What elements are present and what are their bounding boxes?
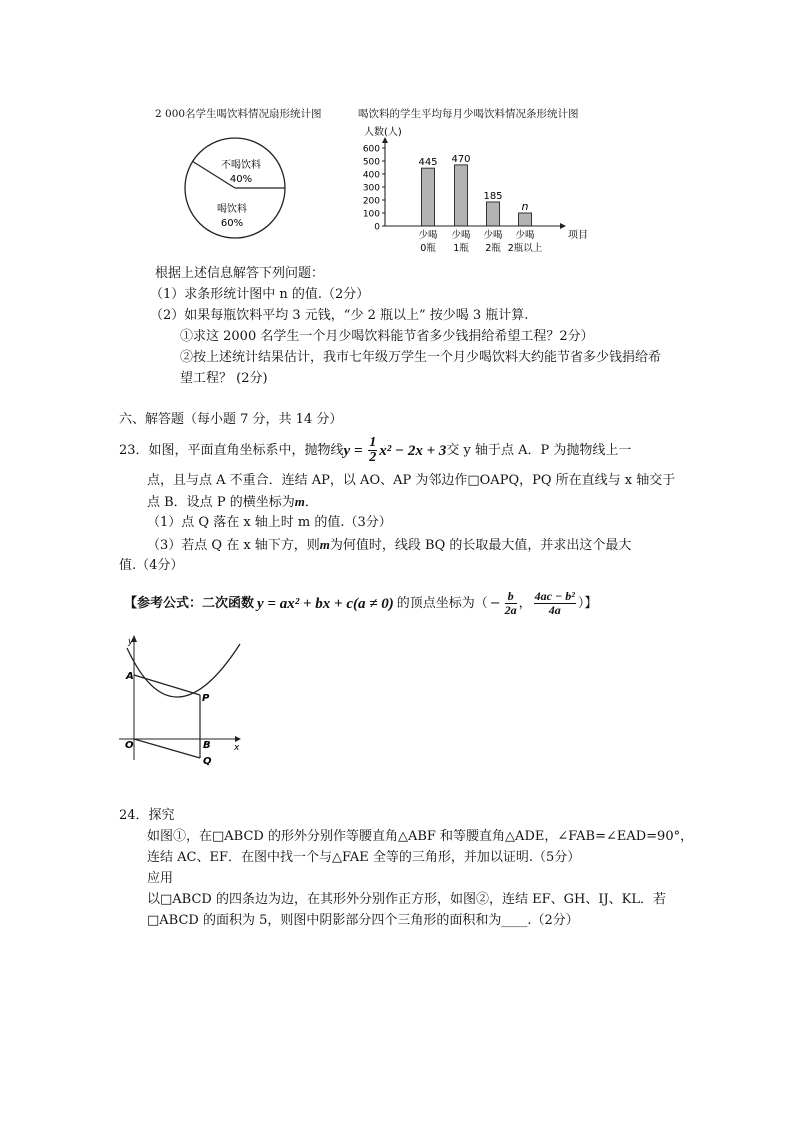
- q23-part1: （1）点 Q 落在 x 轴上时 m 的值.（3分）: [147, 515, 392, 530]
- bar-category-label-1-line2: 1瓶: [453, 243, 469, 254]
- q24-line4: 以□ABCD 的四条边为边，在其形外分别作正方形，如图②，连结 EF、GH、IJ、KL．若: [147, 892, 667, 907]
- q23-eq-fraction-den: 2: [369, 450, 377, 465]
- formula-open: 【参考公式：二次函数: [124, 595, 255, 611]
- bar-1: [455, 165, 468, 226]
- q23-line3-tail: ．: [304, 495, 318, 510]
- q24-heading: 24．探究: [119, 808, 175, 823]
- q23-eq-fraction-num: 1: [369, 435, 377, 450]
- q23-line1-tail: 交 y 轴于点 A．P 为抛物线上一: [446, 442, 632, 458]
- pie-slice-percent-drink: 60%: [220, 218, 244, 229]
- q24-line5: □ABCD 的面积为 5，则图中阴影部分四个三角形的面积和为____.（2分）: [147, 913, 579, 928]
- pie-slice-percent-no-drink: 40%: [229, 174, 253, 185]
- bar-y-tick-label: 300: [362, 183, 380, 194]
- q23-line1: [119, 436, 631, 465]
- bar-data-label-2: 185: [483, 190, 503, 202]
- bar-category-label-0-line2: 0瓶: [420, 243, 436, 254]
- bar-category-label-3-line2: 2瓶以上: [507, 243, 543, 254]
- bar-y-tick-label: 0: [374, 222, 380, 233]
- point-O-label: O: [125, 740, 134, 751]
- section-6-heading: 六、解答题（每小题 7 分，共 14 分）: [119, 412, 343, 427]
- q23-eq-fraction: [368, 436, 377, 465]
- q22-part2: （2）如果每瓶饮料平均 3 元钱，“少 2 瓶以上” 按少喝 3 瓶计算.: [150, 308, 529, 323]
- bar-data-label-3: n: [521, 200, 529, 213]
- q23-line2: 点，且与点 A 不重合．连结 AP，以 AO、AP 为邻边作□OAPQ，PQ 所在直线与 x 轴交于: [147, 473, 676, 488]
- graph-y-label: y: [128, 637, 134, 647]
- graph-x-arrow: [235, 736, 241, 742]
- q22-part1: （1）求条形统计图中 n 的值.（2分）: [150, 287, 370, 302]
- q22-part2b-line2: 望工程？ (2分): [180, 371, 268, 386]
- formula-sep: ，: [518, 595, 532, 611]
- q23-part3-lead: （3）若点 Q 在 x 轴下方，则: [147, 538, 320, 553]
- pie-chart: [180, 128, 295, 248]
- bar-x-axis-arrow: [560, 223, 566, 229]
- formula-close: ）】: [577, 595, 598, 611]
- bar-chart: [355, 122, 595, 257]
- reference-formula: [124, 590, 597, 617]
- q22-part2a: ①求这 2000 名学生一个月少喝饮料能节省多少钱捐给希望工程？2分）: [180, 329, 594, 344]
- bar-y-tick-label: 500: [362, 157, 380, 168]
- formula-mid: 的顶点坐标为（: [396, 595, 488, 611]
- q24-line2: 连结 AC、EF．在图中找一个与△FAE 全等的三角形，并加以证明.（5分）: [147, 850, 581, 865]
- segment-OQ: [134, 739, 200, 758]
- formula-fraction-x-den: 2a: [504, 603, 517, 617]
- formula-equation: y = ax² + bx + c(a ≠ 0): [257, 595, 394, 612]
- q22-part2b-line1: ②按上述统计结果估计，我市七年级万学生一个月少喝饮料大约能节省多少钱捐给希: [180, 350, 662, 365]
- bar-category-label-3-line1: 少喝: [515, 230, 535, 241]
- pie-chart-title: 2 000名学生喝饮料情况扇形统计图: [155, 108, 322, 120]
- parabola-graph: [115, 628, 250, 768]
- point-P-label: P: [202, 693, 210, 704]
- q23-eq-equals: =: [350, 442, 367, 459]
- bar-y-tick-label: 200: [362, 196, 380, 207]
- bar-x-label: 项目: [568, 230, 588, 241]
- segment-AP: [134, 675, 200, 695]
- q24-line1: 如图①，在□ABCD 的形外分别作等腰直角△ABF 和等腰直角△ADE，∠FAB=∠EAD=90°，: [147, 829, 694, 844]
- bar-category-label-2-line2: 2瓶: [485, 243, 501, 254]
- pie-slice-label-drink: 喝饮料: [217, 204, 247, 215]
- bar-data-label-1: 470: [451, 153, 471, 165]
- bar-y-tick-label: 600: [362, 144, 380, 155]
- bar-y-label: 人数(人): [364, 127, 402, 138]
- bar-category-label-2-line1: 少喝: [483, 230, 503, 241]
- bar-3: [519, 213, 532, 226]
- point-B-label: B: [203, 740, 211, 751]
- q23-part3-m: m: [319, 537, 330, 552]
- formula-fraction-y-num: 4ac − b²: [534, 589, 575, 603]
- point-Q-label: Q: [203, 756, 212, 767]
- formula-fraction-x-num: b: [505, 590, 517, 604]
- q23-line1-lead: 23．如图，平面直角坐标系中，抛物线: [119, 442, 344, 458]
- formula-neg: −: [489, 595, 501, 611]
- pie-slice-label-no-drink: 不喝饮料: [221, 160, 261, 171]
- bar-data-label-0: 445: [418, 157, 438, 169]
- graph-x-label: x: [234, 743, 240, 753]
- bar-0: [422, 168, 435, 226]
- q23-part3-tail: 为何值时，线段 BQ 的长取最大值，并求出这个最大: [329, 538, 632, 553]
- q22-intro: 根据上述信息解答下列问题：: [155, 266, 325, 281]
- point-A-label: A: [126, 671, 134, 682]
- bar-category-label-1-line1: 少喝: [451, 230, 471, 241]
- formula-fraction-y: [534, 590, 576, 617]
- q23-line3-lead: 点 B．设点 P 的横坐标为: [147, 495, 295, 510]
- q23-part3-cont: 值.（4分）: [119, 558, 184, 573]
- formula-fraction-y-den: 4a: [548, 603, 561, 617]
- q23-eq-rest: x² − 2x + 3: [379, 442, 447, 459]
- bar-chart-title: 喝饮料的学生平均每月少喝饮料情况条形统计图: [358, 108, 579, 120]
- parabola-curve: [127, 644, 240, 697]
- q23-eq-y: y: [343, 442, 351, 459]
- formula-fraction-x: [505, 590, 517, 617]
- bar-category-label-0-line1: 少喝: [418, 230, 438, 241]
- bar-y-tick-label: 400: [362, 170, 380, 181]
- q23-part3: [147, 535, 631, 556]
- bar-y-tick-label: 100: [362, 209, 380, 220]
- q23-line3: [147, 492, 318, 513]
- bar-2: [487, 202, 500, 226]
- q24-apply-heading: 应用: [147, 871, 174, 886]
- q23-line3-m: m: [294, 494, 305, 509]
